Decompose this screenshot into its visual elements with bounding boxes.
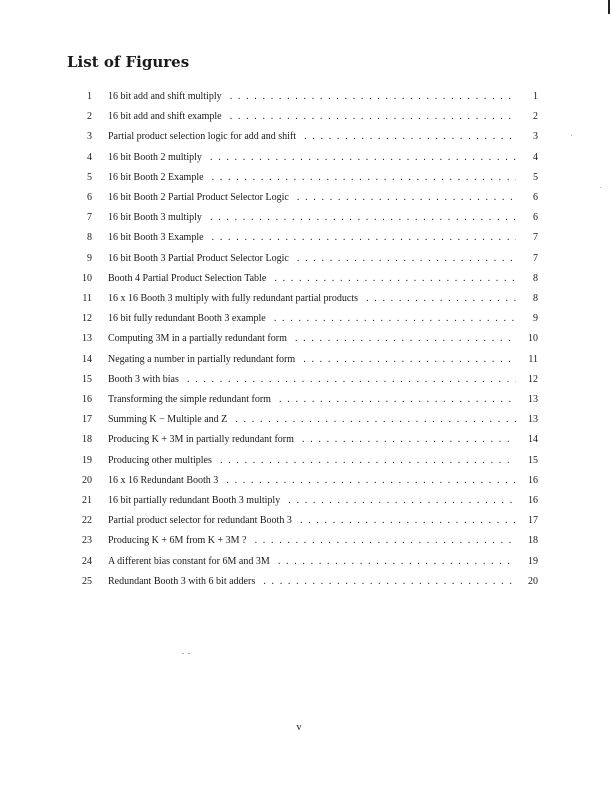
- figure-page: 11: [528, 353, 538, 365]
- scan-speck: [571, 135, 572, 136]
- figure-title-leader: [108, 190, 516, 206]
- figure-title: Booth 4 Partial Product Selection Table: [108, 273, 270, 284]
- figure-title-leader: [108, 251, 516, 267]
- figure-page: 5: [533, 171, 538, 183]
- figure-number: 5: [87, 171, 92, 183]
- figure-number: 11: [82, 293, 92, 304]
- figure-entry[interactable]: [0, 251, 612, 267]
- figure-number: 14: [82, 353, 92, 365]
- figure-title: 16 x 16 Booth 3 multiply with fully redundant partial products: [108, 293, 362, 304]
- figure-page: 15: [528, 454, 538, 466]
- figure-title-leader: [108, 170, 516, 186]
- figure-page: 8: [533, 272, 538, 284]
- figure-title: A different bias constant for 6M and 3M: [108, 556, 274, 567]
- figure-page: 4: [533, 151, 538, 163]
- figure-title: 16 bit Booth 2 Example: [108, 172, 208, 183]
- figure-title-leader: [108, 230, 516, 246]
- figure-page: 9: [533, 313, 538, 325]
- figure-title: 16 bit Booth 2 multiply: [108, 152, 206, 163]
- figure-title: Redundant Booth 3 with 6 bit adders: [108, 576, 259, 587]
- figure-page: 8: [533, 293, 538, 304]
- figure-title: Summing K − Multiple and Z: [108, 414, 231, 425]
- figure-page: 16: [528, 495, 538, 506]
- figure-number: 15: [82, 373, 92, 385]
- figure-page: 10: [528, 333, 538, 345]
- figure-title-leader: [108, 574, 516, 590]
- figure-number: 13: [82, 333, 92, 345]
- figure-entry[interactable]: [0, 554, 612, 570]
- figure-title: Partial product selection logic for add and shift: [108, 131, 300, 142]
- figure-entry[interactable]: [0, 190, 612, 206]
- figure-title: Producing K + 6M from K + 3M ?: [108, 535, 251, 546]
- figure-page: 13: [528, 414, 538, 426]
- figure-entry[interactable]: [0, 331, 612, 347]
- figure-title-leader: [108, 291, 516, 307]
- figure-entry[interactable]: [0, 473, 612, 489]
- scan-speck: [182, 653, 184, 654]
- figure-title-leader: [108, 109, 516, 125]
- figure-number: 8: [87, 232, 92, 244]
- figure-number: 10: [82, 272, 92, 284]
- figure-page: 7: [533, 232, 538, 244]
- page-title: List of Figures: [67, 53, 190, 71]
- figure-number: 20: [82, 474, 92, 486]
- figure-number: 12: [82, 313, 92, 325]
- figure-entry[interactable]: [0, 89, 612, 105]
- figure-title: Computing 3M in a partially redundant form: [108, 333, 291, 344]
- figure-title-leader: [108, 453, 516, 469]
- figure-title: 16 bit Booth 3 multiply: [108, 212, 206, 223]
- figure-entry[interactable]: [0, 271, 612, 287]
- figure-title: Producing K + 3M in partially redundant form: [108, 434, 298, 445]
- figure-title-leader: [108, 352, 516, 368]
- figure-entry[interactable]: [0, 392, 612, 408]
- figure-number: 1: [87, 91, 92, 102]
- page-number: v: [296, 722, 302, 733]
- figure-number: 17: [82, 414, 92, 426]
- figure-title: 16 bit Booth 3 Example: [108, 232, 208, 243]
- figure-entry[interactable]: [0, 210, 612, 226]
- figure-number: 21: [82, 495, 92, 506]
- figure-title: Transforming the simple redundant form: [108, 394, 275, 405]
- figure-title-leader: [108, 513, 516, 529]
- scan-speck: [188, 653, 190, 654]
- figure-number: 4: [87, 151, 92, 163]
- figure-title-leader: [108, 311, 516, 327]
- figure-page: 2: [533, 111, 538, 123]
- figure-title: 16 x 16 Redundant Booth 3: [108, 475, 222, 486]
- figure-number: 2: [87, 111, 92, 123]
- figure-entry[interactable]: [0, 311, 612, 327]
- figure-title-leader: [108, 533, 516, 549]
- figure-entry[interactable]: [0, 412, 612, 428]
- figure-title-leader: [108, 331, 516, 347]
- figure-title-leader: [108, 473, 516, 489]
- figure-entry[interactable]: [0, 513, 612, 529]
- figure-title-leader: [108, 210, 516, 226]
- figure-title: 16 bit fully redundant Booth 3 example: [108, 313, 270, 324]
- figure-title-leader: [108, 271, 516, 287]
- figure-number: 3: [87, 131, 92, 143]
- figure-entry[interactable]: [0, 129, 612, 145]
- figure-entry[interactable]: [0, 170, 612, 186]
- figure-title: Partial product selector for redundant Booth 3: [108, 515, 296, 526]
- figure-number: 22: [82, 515, 92, 527]
- figure-number: 16: [82, 394, 92, 405]
- figure-entry[interactable]: [0, 432, 612, 448]
- figure-title: 16 bit add and shift example: [108, 111, 226, 122]
- figure-number: 18: [82, 434, 92, 446]
- figure-title-leader: [108, 372, 516, 388]
- figure-page: 3: [533, 131, 538, 143]
- figure-page: 12: [528, 373, 538, 385]
- figure-title-leader: [108, 554, 516, 570]
- scan-speck: [600, 187, 601, 188]
- figure-title-leader: [108, 493, 516, 509]
- figure-title: 16 bit partially redundant Booth 3 multiply: [108, 495, 284, 506]
- figure-title-leader: [108, 432, 516, 448]
- figure-entry[interactable]: [0, 291, 612, 307]
- figure-number: 7: [87, 212, 92, 224]
- figure-title: 16 bit Booth 3 Partial Product Selector Logic: [108, 253, 293, 264]
- figure-title: 16 bit add and shift multiply: [108, 91, 226, 102]
- figure-entry[interactable]: [0, 352, 612, 368]
- figure-title-leader: [108, 150, 516, 166]
- figure-entry[interactable]: [0, 453, 612, 469]
- figure-title: Producing other multiples: [108, 455, 216, 466]
- figure-page: 20: [528, 575, 538, 587]
- figure-page: 16: [528, 474, 538, 486]
- figure-entry[interactable]: [0, 150, 612, 166]
- figure-title-leader: [108, 89, 516, 105]
- figure-title: Negating a number in partially redundant form: [108, 354, 299, 365]
- figure-number: 25: [82, 575, 92, 587]
- figure-page: 18: [528, 535, 538, 547]
- figure-page: 19: [528, 555, 538, 567]
- figure-entry[interactable]: [0, 533, 612, 549]
- figure-page: 14: [528, 434, 538, 446]
- figure-number: 6: [87, 192, 92, 203]
- figure-title: 16 bit Booth 2 Partial Product Selector Logic: [108, 192, 293, 203]
- figure-number: 23: [82, 535, 92, 547]
- figure-title: Booth 3 with bias: [108, 374, 183, 385]
- figure-number: 9: [87, 252, 92, 264]
- figure-page: 6: [533, 192, 538, 203]
- figure-entry[interactable]: [0, 574, 612, 590]
- figure-number: 19: [82, 454, 92, 466]
- figure-entry[interactable]: [0, 109, 612, 125]
- figure-page: 13: [528, 394, 538, 405]
- figure-page: 7: [533, 252, 538, 264]
- figure-page: 17: [528, 515, 538, 527]
- figure-page: 1: [533, 91, 538, 102]
- figure-page: 6: [533, 212, 538, 224]
- figure-title-leader: [108, 392, 516, 408]
- edge-mark: [608, 0, 610, 14]
- figure-entry[interactable]: [0, 230, 612, 246]
- figure-title-leader: [108, 129, 516, 145]
- figure-entry[interactable]: [0, 372, 612, 388]
- figure-entry[interactable]: [0, 493, 612, 509]
- figure-number: 24: [82, 555, 92, 567]
- figure-title-leader: [108, 412, 516, 428]
